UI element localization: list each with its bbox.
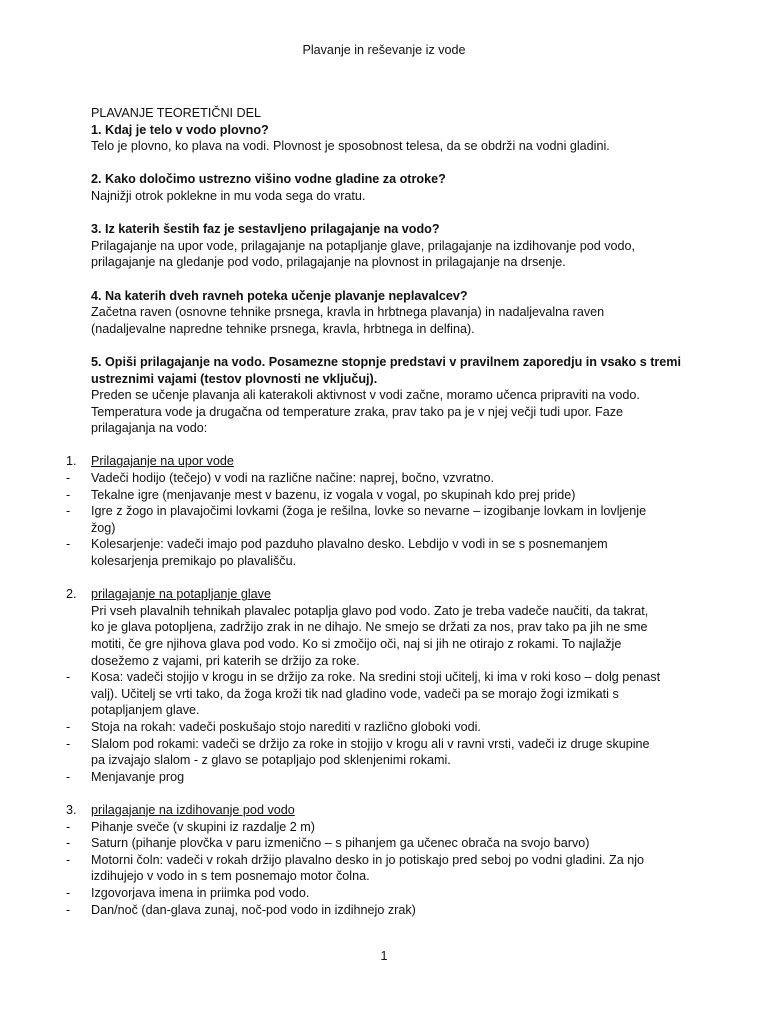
bullet-dash: -: [66, 819, 71, 834]
list-item-line: Dan/noč (dan-glava zunaj, noč-pod vodo in izdihnejo zrak): [91, 902, 416, 917]
numbered-heading: [0, 453, 768, 470]
bullet-dash: -: [66, 902, 71, 917]
bullet-dash: -: [66, 885, 71, 900]
list-item-line: Stoja na rokah: vadeči poskušajo stojo narediti v različno globoki vodi.: [91, 719, 481, 734]
list-item-line: Slalom pod rokami: vadeči se držijo za roke in stojijo v krogu ali v ravni vrsti, vadeči iz druge skupine: [91, 736, 650, 751]
list-item-line: Kosa: vadeči stojijo v krogu in se držijo za roke. Na sredini stoji učitelj, ki ima v roki koso – dolg penast: [91, 670, 661, 685]
page-number: 1: [380, 949, 388, 963]
answer-5-line-1: Preden se učenje plavanja ali katerakoli aktivnost v vodi začne, moramo učenca pripraviti na vodo.: [91, 388, 640, 403]
paragraph-line: ko je glava potopljena, zadržijo zrak in ne dihajo. Ne smejo se držati za nos, prav tako pa jih ne sme: [91, 620, 648, 635]
numbered-heading: [0, 586, 768, 603]
list-item-line: izdihujejo v vodo in s tem posnemajo motor čolna.: [91, 869, 370, 884]
list-item-line: Tekalne igre (menjavanje mest v bazenu, iz vogala v vogal, po skupinah kdo prej pride): [91, 487, 576, 502]
list-item-line: Pihanje sveče (v skupini iz razdalje 2 m): [91, 819, 315, 834]
subsection-title: Prilagajanje na upor vode: [91, 454, 234, 469]
list-number: 2.: [66, 587, 77, 602]
bullet-dash: -: [66, 719, 71, 734]
list-item: [0, 719, 768, 736]
question-5-line-1: 5. Opiši prilagajanje na vodo. Posamezne stopnje predstavi v pravilnem zaporedju in vsako s tremi: [91, 354, 681, 369]
list-item: [0, 536, 768, 569]
bullet-dash: -: [66, 769, 71, 784]
bullet-dash: -: [66, 736, 71, 751]
list-item-line: Saturn (pihanje plovčka v paru izmenično – s pihanjem ga učenec obrača na svojo barvo): [91, 836, 590, 851]
list-item: [0, 902, 768, 919]
list-item: [0, 487, 768, 504]
question-5-line-2: ustreznimi vajami (testov plovnosti ne vključuj).: [91, 371, 378, 386]
paragraph-line: motiti, če gre njihova glava pod vodo. Ko si zmočijo oči, naj si jih ne otirajo z rokami. To najlažje: [91, 637, 622, 651]
question-2: 2. Kako določimo ustrezno višino vodne gladine za otroke?: [91, 172, 446, 187]
list-item: [0, 819, 768, 836]
list-item-line: kolesarjenja premikajo po plavališču.: [91, 554, 297, 569]
list-item-line: Menjavanje prog: [91, 769, 185, 784]
answer-3-line-2: prilagajanje na gledanje pod vodo, prilagajanje na plovnost in prilagajanje na drsenje.: [91, 255, 566, 270]
answer-1: Telo je plovno, ko plava na vodi. Plovnost je sposobnost telesa, da se obdrži na vodni gladini.: [91, 139, 610, 154]
answer-4-line-1: Začetna raven (osnovne tehnike prsnega, kravla in hrbtnega plavanja) in nadaljevalna raven: [91, 305, 605, 320]
answer-2: Najnižji otrok poklekne in mu voda sega do vratu.: [91, 188, 366, 203]
numbered-heading: [0, 802, 768, 819]
bullet-dash: -: [66, 471, 71, 486]
section-heading: PLAVANJE TEORETIČNI DEL: [91, 106, 262, 120]
bullet-dash: -: [66, 487, 71, 502]
list-item-line: Izgovorjava imena in priimka pod vodo.: [91, 885, 310, 900]
bullet-dash: -: [66, 504, 71, 519]
answer-5-line-2: Temperatura vode ja drugačna od temperature zraka, prav tako pa je v njej večji tudi upor. Faze: [91, 404, 624, 419]
list-item-line: pa izvajajo slalom - z glavo se potapljajo pod sklenjenimi rokami.: [91, 753, 451, 768]
list-item-line: Igre z žogo in plavajočimi lovkami (žoga je rešilna, lovke so nevarne – izogibanje lovkam in lovljenje: [91, 504, 647, 519]
subsection-title: prilagajanje na izdihovanje pod vodo: [91, 802, 295, 817]
list-item: [0, 852, 768, 885]
list-item-line: potapljanjem glave.: [91, 703, 200, 718]
subsection-title: prilagajanje na potapljanje glave: [91, 587, 271, 602]
list-number: 3.: [66, 802, 77, 817]
bullet-dash: -: [66, 836, 71, 851]
page-header: Plavanje in reševanje iz vode: [302, 43, 466, 57]
paragraph-line: Pri vseh plavalnih tehnikah plavalec potaplja glavo pod vodo. Zato je treba vadeče naučiti, da takrat,: [91, 603, 649, 618]
list-item-line: Motorni čoln: vadeči v rokah držijo plavalno desko in jo potiskajo pred seboj po vodni gladini. Za njo: [91, 852, 645, 867]
list-item-line: Vadeči hodijo (tečejo) v vodi na različne načine: naprej, bočno, vzvratno.: [91, 471, 494, 486]
document-body: [0, 105, 768, 918]
question-4: 4. Na katerih dveh ravneh poteka učenje plavanje neplavalcev?: [91, 288, 468, 303]
list-item: [0, 736, 768, 769]
question-1: 1. Kdaj je telo v vodo plovno?: [91, 122, 269, 137]
list-item-line: valj). Učitelj se vrti tako, da žoga kroži tik nad gladino vode, vadeči pa se morajo žogi izmikati s: [91, 686, 619, 701]
list-item: [0, 885, 768, 902]
list-item: [0, 835, 768, 852]
list-item-line: žog): [91, 520, 116, 535]
bullet-dash: -: [66, 670, 71, 685]
answer-5-line-3: prilagajanja na vodo:: [91, 421, 208, 436]
bullet-dash: -: [66, 537, 71, 552]
list-item: [0, 470, 768, 487]
section-3: [0, 802, 768, 918]
list-item: [0, 669, 768, 719]
section-2: [0, 586, 768, 785]
list-item-line: Kolesarjenje: vadeči imajo pod pazduho plavalno desko. Lebdijo v vodi in se s posnemanjem: [91, 537, 608, 552]
list-item: [0, 769, 768, 786]
section-1: [0, 453, 768, 569]
answer-3-line-1: Prilagajanje na upor vode, prilagajanje na potapljanje glave, prilagajanje na izdihovanje pod vodo,: [91, 238, 636, 253]
bullet-dash: -: [66, 852, 71, 867]
list-item: [0, 503, 768, 536]
paragraph-line: dosežemo z vajami, pri katerih se držijo za roke.: [91, 653, 360, 668]
list-number: 1.: [66, 454, 77, 469]
question-3: 3. Iz katerih šestih faz je sestavljeno prilagajanje na vodo?: [91, 222, 440, 237]
answer-4-line-2: (nadaljevalne napredne tehnike prsnega, kravla, hrbtnega in delfina).: [91, 321, 475, 336]
